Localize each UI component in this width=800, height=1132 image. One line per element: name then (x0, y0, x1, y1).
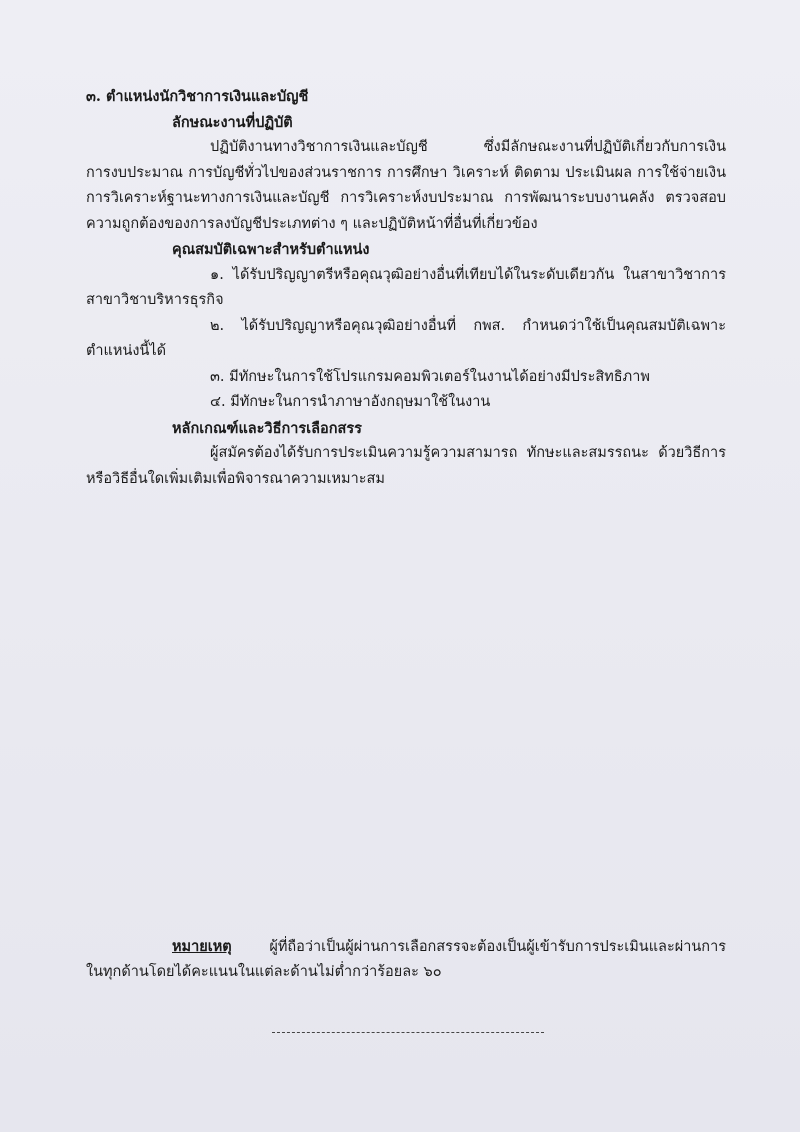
note-line-1 (86, 934, 726, 960)
end-divider (272, 1032, 544, 1033)
nature-line-1: ปฏิบัติงานทางวิชาการเงินและบัญชี ซึ่งมีลักษณะงานที่ปฏิบัติเกี่ยวกับการเงิน (210, 139, 726, 155)
note-label: หมายเหตุ (172, 938, 232, 955)
note-text-1: ผู้ที่ถือว่าเป็นผู้ผ่านการเลือกสรรจะต้องเป็นผู้เข้ารับการประเมินและผ่านการ (269, 939, 726, 955)
nature-heading: ลักษณะงานที่ปฏิบัติ (172, 113, 293, 131)
nature-line-3: การวิเคราะห์ฐานะทางการเงินและบัญชี การวิเคราะห์งบประมาณ การพัฒนาระบบงานคลัง ตรวจสอบ (86, 190, 726, 206)
section-title: ๓. ตำแหน่งนักวิชาการเงินและบัญชี (86, 88, 309, 105)
nature-line-2: การงบประมาณ การบัญชีทั่วไปของส่วนราชการ การศึกษา วิเคราะห์ ติดตาม ประเมินผล การใช้จ่ายเงิน (86, 164, 726, 181)
qualification-item-1-cont: สาขาวิชาบริหารธุรกิจ (86, 292, 224, 308)
criteria-line-2: หรือวิธีอื่นใดเพิ่มเติมเพื่อพิจารณาความเหมาะสม (86, 470, 385, 487)
nature-line-4: ความถูกต้องของการลงบัญชีประเภทต่าง ๆ และปฏิบัติหน้าที่อื่นที่เกี่ยวข้อง (86, 215, 538, 232)
qualification-item-2: ๒. ได้รับปริญญาหรือคุณวุฒิอย่างอื่นที่ กพส. กำหนดว่าใช้เป็นคุณสมบัติเฉพาะ (210, 317, 726, 334)
criteria-heading: หลักเกณฑ์และวิธีการเลือกสรร (172, 419, 362, 437)
qualifications-heading: คุณสมบัติเฉพาะสำหรับตำแหน่ง (172, 241, 370, 258)
qualification-item-3: ๓. มีทักษะในการใช้โปรแกรมคอมพิวเตอร์ในงานได้อย่างมีประสิทธิภาพ (210, 368, 650, 385)
qualification-item-4: ๔. มีทักษะในการนำภาษาอังกฤษมาใช้ในงาน (210, 394, 491, 410)
qualification-item-1: ๑. ได้รับปริญญาตรีหรือคุณวุฒิอย่างอื่นที่เทียบได้ในระดับเดียวกัน ในสาขาวิชาการ (210, 266, 726, 283)
criteria-line-1: ผู้สมัครต้องได้รับการประเมินความรู้ความสามารถ ทักษะและสมรรถนะ ด้วยวิธีการ (210, 445, 726, 461)
qualification-item-2-cont: ตำแหน่งนี้ได้ (86, 343, 167, 359)
note-section (86, 934, 726, 985)
note-line-2: ในทุกด้านโดยได้คะแนนในแต่ละด้านไม่ต่ำกว่าร้อยละ ๖๐ (86, 963, 442, 980)
position-section (86, 84, 726, 492)
